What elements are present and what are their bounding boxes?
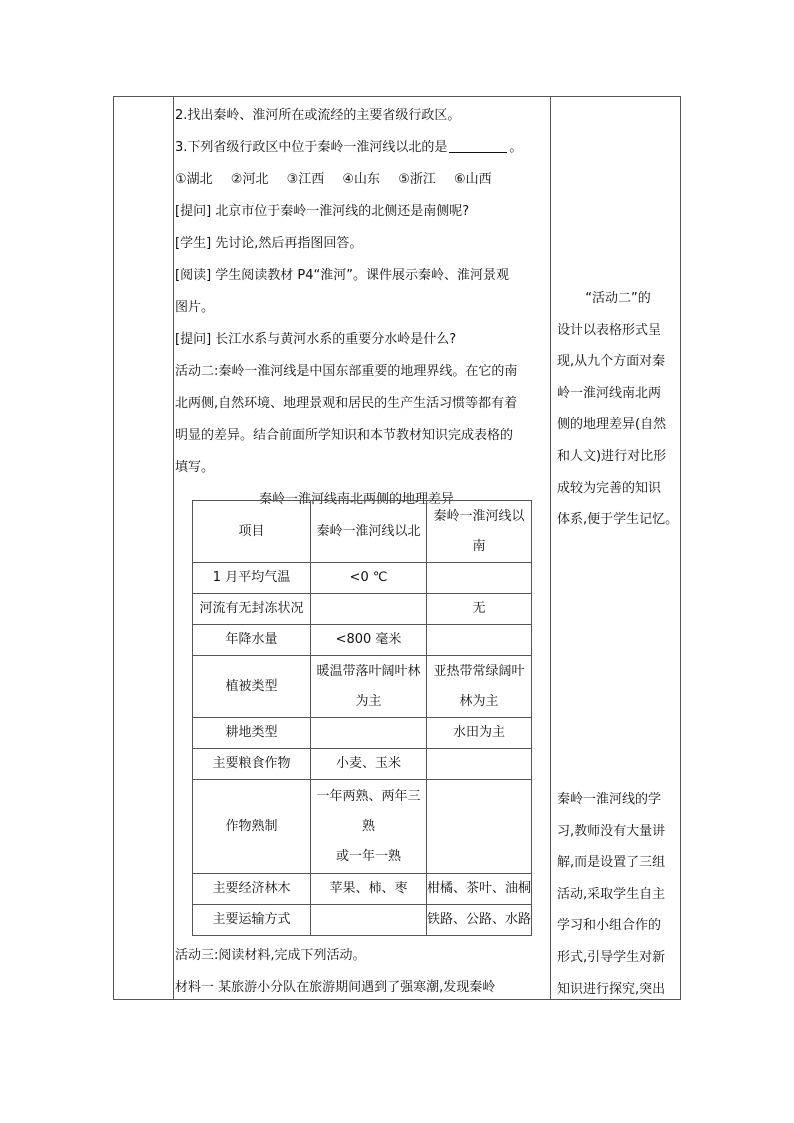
option-1: ①湖北 [175, 172, 213, 187]
activity-2-line-3: 明显的差异。结合前面所学知识和本节教材知识完成表格的 [175, 428, 514, 443]
table-title: 秦岭一淮河线南北两侧的地理差异 [258, 492, 454, 507]
option-5: ⑤浙江 [398, 172, 436, 187]
geographic-difference-table [192, 500, 532, 936]
teacher-question-2: [提问] 长江水系与黄河水系的重要分水岭是什么? [175, 332, 457, 347]
activity-3-section [175, 940, 548, 1004]
table-row: 河流有无封冻状况 无 [193, 594, 532, 625]
column-divider-right [550, 96, 551, 1000]
table-row: 1 月平均气温 <0 ℃ [193, 563, 532, 594]
option-3: ③江西 [286, 172, 325, 187]
header-north: 秦岭一淮河线以北 [311, 501, 427, 563]
table-row: 作物熟制 一年两熟、两年三 熟 或一年一熟 [193, 780, 532, 874]
design-note-2: 秦岭一淮河线的学 习,教师没有大量讲 解,而是设置了三组 活动,采取学生自主 学习和小组合作的 形式,引导学生对新 知识进行探究,突出 [557, 792, 666, 997]
question-3-options [175, 164, 548, 196]
reading-task-line-1: [阅读] 学生阅读教材 P4“淮河”。课件展示秦岭、淮河景观 [175, 268, 509, 283]
option-6: ⑥山西 [453, 172, 492, 187]
reading-task-line-2: 图片。 [175, 300, 215, 315]
header-item: 项目 [193, 501, 311, 563]
header-south: 秦岭一淮河线以 南 [427, 501, 532, 563]
activity-3: 活动三:阅读材料,完成下列活动。 [175, 948, 366, 963]
table-row: 植被类型 暖温带落叶阔叶林 为主 亚热带常绿阔叶 林为主 [193, 656, 532, 718]
column-divider-left [173, 96, 174, 1000]
table-row: 主要粮食作物 小麦、玉米 [193, 749, 532, 780]
table-row: 年降水量 <800 毫米 [193, 625, 532, 656]
table-row: 主要运输方式 铁路、公路、水路 [193, 905, 532, 936]
table-row: 主要经济林木 苹果、柿、枣 柑橘、茶叶、油桐 [193, 874, 532, 905]
question-3: 3.下列省级行政区中位于秦岭一淮河线以北的是 。 [175, 132, 548, 164]
design-note-1: “活动二”的 设计以表格形式呈 现,从九个方面对秦 岭一淮河线南北两 侧的地理差异(自然 和人文)进行对比形 成较为完善的知识 体系,便于学生记忆。 [557, 291, 679, 528]
question-2: 2.找出秦岭、淮河所在或流经的主要省级行政区。 [175, 108, 461, 123]
teaching-process-column [175, 100, 548, 516]
teacher-question-1: [提问] 北京市位于秦岭一淮河线的北侧还是南侧呢? [175, 204, 470, 219]
table-row: 耕地类型 水田为主 [193, 718, 532, 749]
activity-2-line-2: 北两侧,自然环境、地理景观和居民的生产生活习惯等都有着 [175, 396, 518, 411]
option-2: ②河北 [230, 172, 269, 187]
student-response: [学生] 先讨论,然后再指图回答。 [175, 236, 363, 251]
activity-2-line-1: 活动二:秦岭一淮河线是中国东部重要的地理界线。在它的南 [175, 364, 518, 379]
activity-2-line-4: 填写。 [175, 460, 215, 475]
answer-blank [449, 134, 507, 153]
table-header-row [193, 501, 532, 563]
option-4: ④山东 [342, 172, 381, 187]
material-1: 材料一 某旅游小分队在旅游期间遇到了强寒潮,发现秦岭 [175, 980, 496, 995]
